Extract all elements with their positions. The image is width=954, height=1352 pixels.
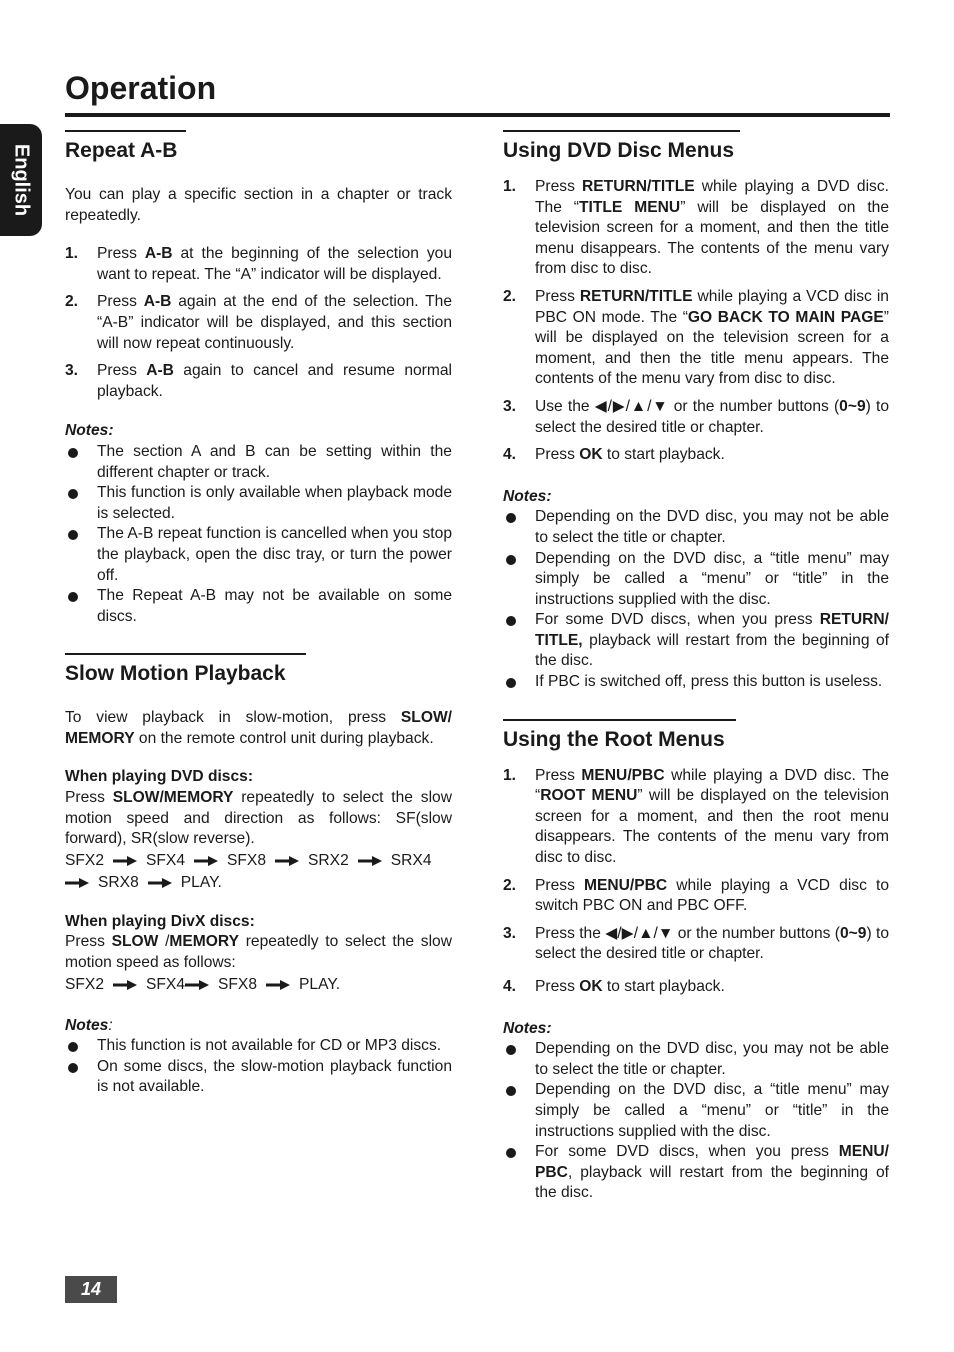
page-number: 14 (65, 1276, 117, 1303)
arrow-right-icon (194, 856, 218, 866)
note-item: Depending on the DVD disc, you may not be able to select the title or chapter. (503, 507, 889, 548)
step-item: 3. Press the ◀/▶/▲/▼ or the number buttons (0~9) to select the desired title or chapter. (503, 924, 890, 963)
section-rule (65, 130, 186, 132)
repeat-ab-intro: You can play a specific section in a chapter or track repeatedly. (65, 186, 452, 224)
note-item: For some DVD discs, when you press MENU/ PBC, playback will restart from the beginning of the disc. (503, 1142, 889, 1204)
divx-heading: When playing DivX discs: (65, 912, 255, 930)
step-item: 3. Press A-B again to cancel and resume normal playback. (65, 362, 452, 400)
notes-title: Notes: (503, 1019, 552, 1037)
dvd-menus-steps (503, 177, 889, 466)
language-tab (0, 124, 42, 236)
slow-motion-intro: To view playback in slow-motion, press SLOW/ MEMORY on the remote control unit during playback. (65, 709, 452, 747)
step-item: 2. Press RETURN/TITLE while playing a VCD disc in PBC ON mode. The “GO BACK TO MAIN PAGE” will be displayed on the television screen for a moment, and then the title menu appears. The contents of the menu vary from disc to disc. (503, 287, 889, 388)
step-item: 2. Press MENU/PBC while playing a VCD disc to switch PBC ON and PBC OFF. (503, 876, 889, 915)
note-item: On some discs, the slow-motion playback function is not available. (65, 1057, 452, 1098)
divx-speed-sequence: SFX2 SFX4 SFX8 PLAY. (65, 975, 341, 993)
arrow-right-icon (148, 878, 172, 888)
arrow-right-icon (113, 980, 137, 990)
note-item: The section A and B can be setting within the different chapter or track. (65, 442, 452, 483)
notes-title: Notes: (503, 487, 552, 505)
section-title-slow-motion: Slow Motion Playback (65, 662, 286, 686)
arrow-right-icon (275, 856, 299, 866)
section-rule (503, 130, 740, 132)
repeat-ab-steps (65, 244, 452, 402)
repeat-ab-notes (65, 442, 452, 627)
root-menus-notes (503, 1039, 889, 1204)
arrow-right-icon (358, 856, 382, 866)
step-item: 3. Use the ◀/▶/▲/▼ or the number buttons (0~9) to select the desired title or chapter. (503, 397, 889, 436)
note-item: Depending on the DVD disc, you may not be able to select the title or chapter. (503, 1039, 889, 1080)
root-menus-steps (503, 766, 889, 998)
dvd-menus-notes (503, 507, 889, 692)
note-item: If PBC is switched off, press this button is useless. (503, 672, 889, 693)
note-item: Depending on the DVD disc, a “title menu” may simply be called a “menu” or “title” in the instructions supplied with the disc. (503, 549, 889, 611)
note-item: The A-B repeat function is cancelled when you stop the playback, open the disc tray, or turn the power off. (65, 524, 452, 586)
note-item: Depending on the DVD disc, a “title menu” may simply be called a “menu” or “title” in the instructions supplied with the disc. (503, 1080, 889, 1142)
dvd-speed-sequence-cont: SRX8 PLAY. (65, 872, 452, 894)
section-repeat-ab (65, 130, 452, 627)
step-item: 1. Press RETURN/TITLE while playing a DVD disc. The “TITLE MENU” will be displayed on the television screen for a moment, and then the title menu disappears. The contents of the menu vary from disc to disc. (503, 178, 889, 278)
section-rule (503, 719, 736, 721)
note-item: For some DVD discs, when you press RETURN/ TITLE, playback will restart from the beginning of the disc. (503, 610, 889, 672)
notes-title: Notes: (65, 1016, 113, 1034)
step-item: 4. Press OK to start playback. (503, 978, 725, 995)
notes-title: Notes: (65, 422, 114, 440)
step-item: 2. Press A-B again at the end of the selection. The “A-B” indicator will be displayed, and this section will now repeat continuously. (65, 293, 452, 352)
page-title: Operation (65, 70, 217, 106)
slow-motion-notes (65, 1036, 452, 1098)
dvd-text: Press SLOW/MEMORY repeatedly to select the slow motion speed and direction as follows: SF(slow forward), SR(slow reverse). (65, 789, 452, 848)
divx-text: Press SLOW /MEMORY repeatedly to select the slow motion speed as follows: (65, 933, 452, 972)
dvd-heading: When playing DVD discs: (65, 768, 254, 786)
step-item: 1. Press MENU/PBC while playing a DVD disc. The “ROOT MENU” will be displayed on the television screen for a moment, and then the root menu disappears. The contents of the menu vary from disc to disc. (503, 766, 890, 867)
note-item: The Repeat A-B may not be available on some discs. (65, 586, 452, 627)
section-dvd-menus (503, 130, 889, 693)
arrow-right-icon (65, 878, 89, 888)
section-root-menus (503, 719, 889, 1204)
arrow-right-icon (113, 856, 137, 866)
step-item: 4. Press OK to start playback. (503, 446, 725, 464)
title-rule (65, 113, 890, 117)
section-title-root-menus: Using the Root Menus (503, 727, 725, 751)
arrow-right-icon (185, 980, 209, 990)
section-title-dvd-menus: Using DVD Disc Menus (503, 139, 735, 162)
left-column (65, 130, 452, 1098)
step-item: 1. Press A-B at the beginning of the selection you want to repeat. The “A” indicator will be displayed. (65, 245, 452, 283)
arrow-right-icon (266, 980, 290, 990)
language-tab-label: English (10, 143, 33, 217)
dvd-speed-sequence: SFX2 SFX4 SFX8 SRX2 SRX4 (65, 851, 432, 869)
right-column (503, 130, 889, 1204)
note-item: This function is not available for CD or MP3 discs. (65, 1036, 452, 1057)
note-item: This function is only available when playback mode is selected. (65, 483, 452, 524)
section-title-repeat-ab: Repeat A-B (65, 139, 178, 162)
section-rule (65, 653, 306, 655)
section-slow-motion (65, 653, 452, 1098)
